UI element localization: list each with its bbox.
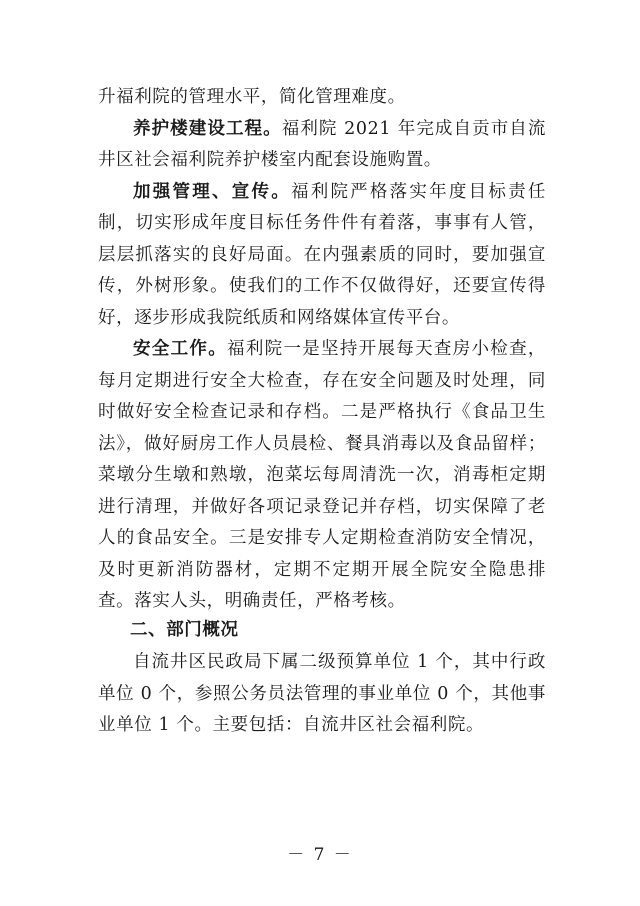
paragraph-lead: 加强管理、宣传。	[133, 181, 291, 202]
paragraph-nursing-building	[98, 114, 546, 177]
paragraph-text: 福利院一是坚持开展每天查房小检查，每月定期进行安全大检查，存在安全问题及时处理，同时做好安全检查记录和存档。二是严格执行《食品卫生法》，做好厨房工作人员晨检、餐具消毒以及食品留样；菜墩分生墩和熟墩，泡菜坛每周清洗一次，消毒柜定期进行清理，并做好各项记录登记并存档，切实保障了老人的食品安全。三是安排专人定期检查消防安全情况，及时更新消防器材，定期不定期开展全院安全隐患排查。落实人头，明确责任，严格考核。	[98, 339, 547, 611]
paragraph-lead: 养护楼建设工程。	[133, 118, 282, 139]
paragraph-department-overview	[98, 647, 546, 742]
paragraph-text: 福利院严格落实年度目标责任制，切实形成年度目标任务件件有着落，事事有人管，层层抓落实的良好局面。在内强素质的同时，要加强宣传，外树形象。使我们的工作不仅做得好，还要宣传得好，逐步形成我院纸质和网络媒体宣传平台。	[98, 181, 546, 328]
paragraph-management-publicity	[98, 177, 546, 335]
page-number: － 7 －	[287, 845, 353, 865]
paragraph-text: 自流井区民政局下属二级预算单位 1 个，其中行政单位 0 个，参照公务员法管理的事业单位 0 个，其他事业单位 1 个。主要包括：自流井区社会福利院。	[98, 652, 546, 735]
paragraph-text: 福利院 2021 年完成自贡市自流井区社会福利院养护楼室内配套设施购置。	[98, 118, 546, 170]
paragraph-lead: 安全工作。	[133, 339, 228, 359]
body-section-top	[98, 82, 546, 618]
paragraph-text: 升福利院的管理水平，简化管理难度。	[98, 87, 406, 107]
paragraph-continuation	[98, 82, 546, 114]
section-heading: 二、部门概况	[130, 620, 239, 640]
body-section-two	[98, 647, 546, 742]
paragraph-safety-work	[98, 334, 546, 618]
